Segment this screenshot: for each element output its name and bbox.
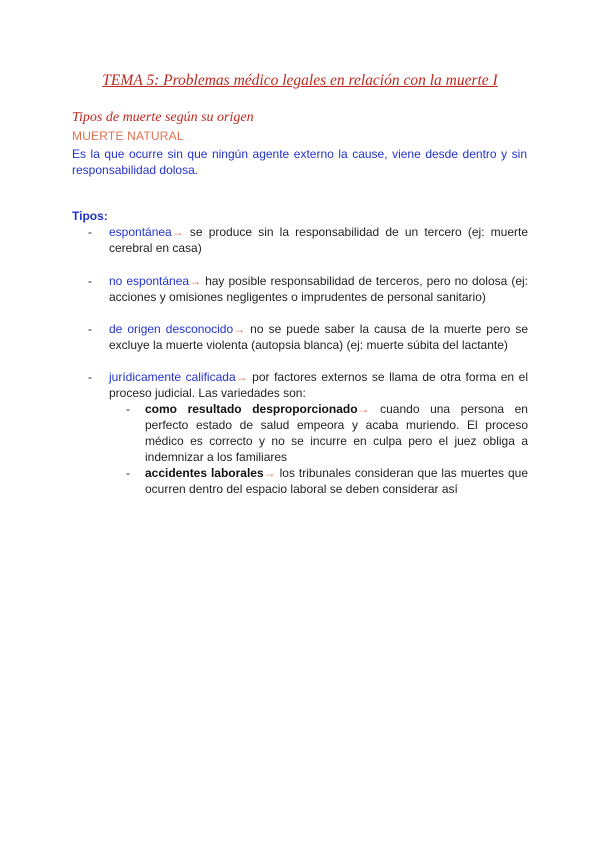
bullet-dash: - (88, 225, 92, 239)
arrow-icon: → (263, 466, 276, 480)
item-term: espontánea (109, 225, 172, 239)
arrow-icon: → (233, 322, 246, 336)
item-text: hay posible responsabilidad de terceros, pero no dolosa (ej: acciones y omisiones negligentes o imprudentes de personal sanitario) (109, 274, 528, 304)
item-term: no espontánea (109, 274, 190, 288)
arrow-icon: → (171, 225, 184, 239)
bullet-dash: - (88, 322, 92, 336)
arrow-icon: → (189, 274, 202, 288)
bullet-dash: - (88, 370, 92, 384)
tipos-label: Tipos: (72, 209, 108, 223)
item-term: jurídicamente calificada (109, 370, 236, 384)
sub-list-item (126, 465, 528, 497)
item-term: de origen desconocido (109, 322, 234, 336)
section-heading: MUERTE NATURAL (72, 129, 184, 143)
section-subtitle: Tipos de muerte según su origen (72, 110, 254, 125)
subitem-term: accidentes laborales (145, 466, 264, 480)
intro-paragraph: Es la que ocurre sin que ningún agente externo la cause, viene desde dentro y sin responsabilidad dolosa. (72, 147, 527, 177)
list-item (88, 224, 528, 256)
item-text: se produce sin la responsabilidad de un tercero (ej: muerte cerebral en casa) (109, 225, 528, 255)
bullet-dash: - (126, 402, 130, 416)
arrow-icon: → (357, 402, 370, 416)
subitem-term: como resultado desproporcionado (145, 402, 358, 416)
subitem-text: los tribunales consideran que las muertes que ocurren dentro del espacio laboral se deben considerar así (145, 466, 528, 496)
bullet-dash: - (126, 466, 130, 480)
arrow-icon: → (235, 370, 248, 384)
item-text: no se puede saber la causa de la muerte pero se excluye la muerte violenta (autopsia blanca) (ej: muerte súbita del lactante) (109, 322, 528, 352)
subitem-text: cuando una persona en perfecto estado de salud empeora y acaba muriendo. El proceso médico es correcto y no se incurre en culpa pero el juez obliga a indemnizar a los familiares (145, 402, 528, 464)
sub-list-item (126, 401, 528, 465)
item-text: por factores externos se llama de otra forma en el proceso judicial. Las variedades son: (109, 370, 528, 400)
list-item (88, 273, 528, 305)
list-item (88, 369, 528, 401)
page-title: TEMA 5: Problemas médico legales en relación con la muerte I (102, 72, 498, 89)
list-item (88, 321, 528, 353)
bullet-dash: - (88, 274, 92, 288)
